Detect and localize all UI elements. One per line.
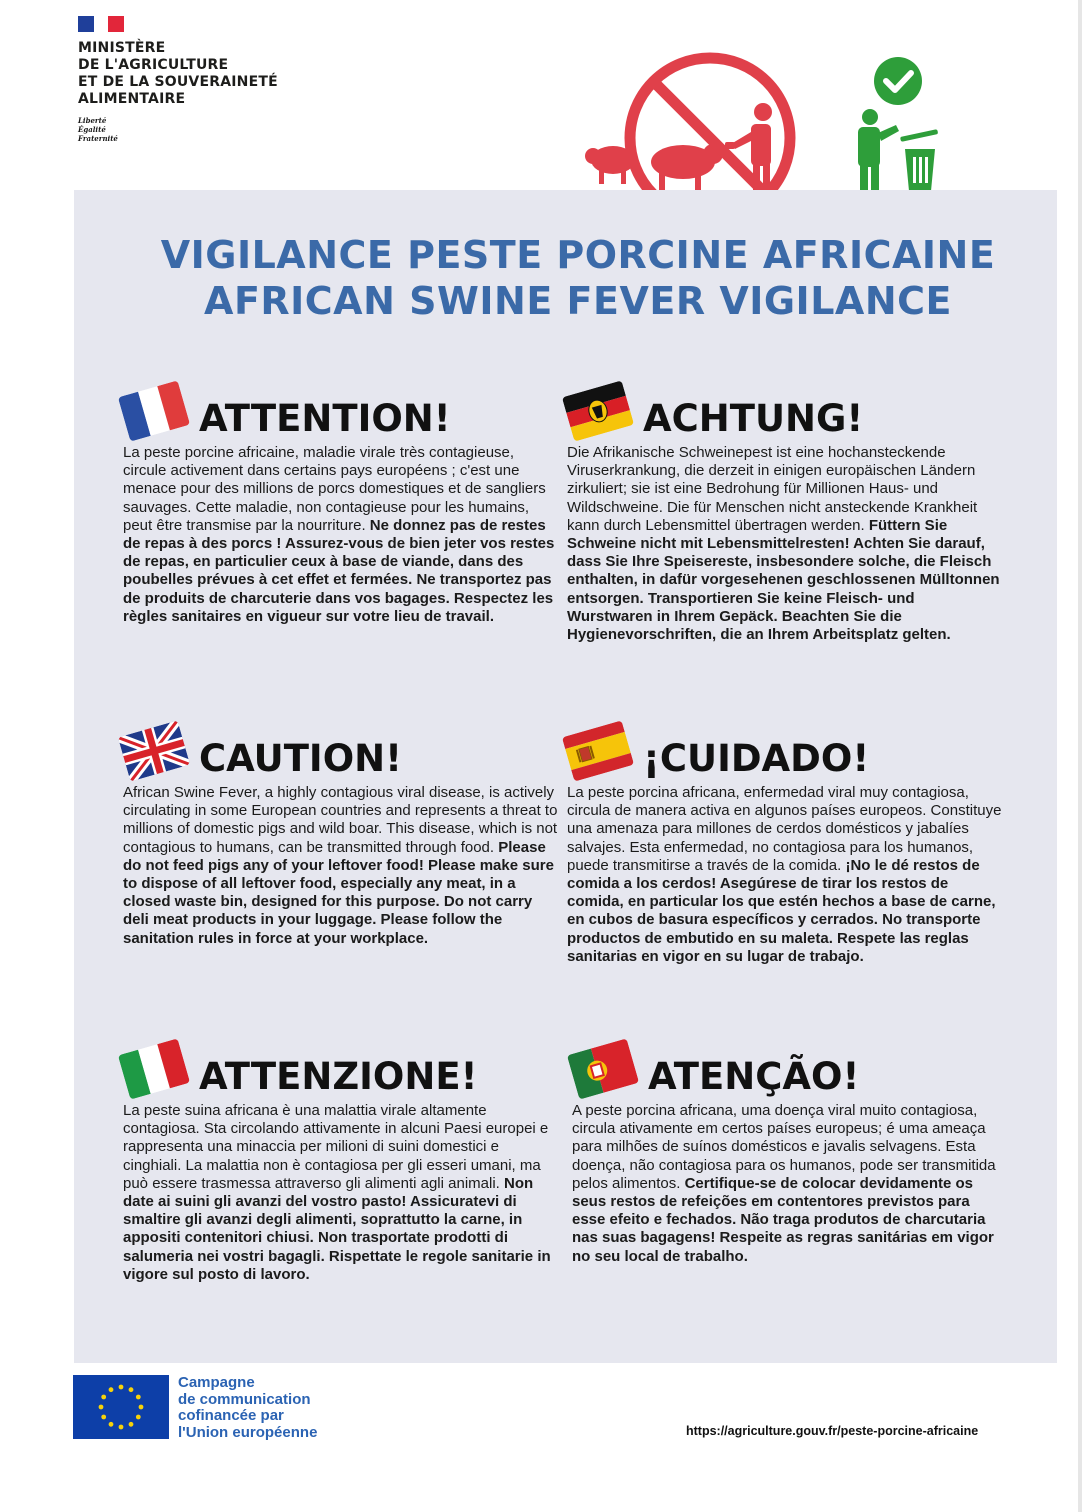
section-german [567, 388, 1007, 644]
spain-flag-icon [562, 720, 634, 781]
section-body [567, 784, 1002, 966]
eu-star [119, 1425, 124, 1430]
republic-motto [78, 116, 338, 143]
italy-flag-icon [118, 1038, 190, 1099]
eu-star [136, 1395, 141, 1400]
germany-flag-icon [562, 380, 634, 441]
motto-line: Liberté [78, 116, 107, 125]
section-italian [123, 1046, 563, 1284]
section-spanish [567, 728, 1007, 966]
section-instructions: Füttern Sie Schweine nicht mit Lebensmittelresten! Achten Sie darauf, dass Sie Ihre Speisereste, insbesondere solche, die Fleisch enthalten, in dafür vorgesehenen geschlossenen Mülltonnen entsorgen. Transportieren Sie keine Fleisch- und Wurstwaren in Ihrem Gepäck. Beachten Sie die Hygienevorschriften, die an Ihrem Arbeitsplatz gelten. [567, 516, 1000, 644]
eu-cofunding-note [178, 1375, 317, 1441]
section-body [123, 784, 558, 948]
section-french [123, 388, 563, 626]
ministry-name-line: ET DE LA SOUVERAINETÉ [78, 74, 278, 90]
section-heading: ATENÇÃO! [648, 1055, 860, 1098]
section-text: La peste porcina africana, enfermedad viral muy contagiosa, circula de manera activa en algunos países europeos. Constituye una amenaza para millones de cerdos domésticos y jabalíes salvajes. Esta enfermedad, no contagiosa para los humanos, puede transmitirse a través de la comida. [567, 784, 1002, 874]
section-text: African Swine Fever, a highly contagious viral disease, is actively circulating in some European countries and represents a threat to millions of domestic pigs and wild boar. This disease, which is not contagious to humans, can be transmitted through food. [123, 784, 558, 856]
section-text: La peste suina africana è una malattia virale altamente contagiosa. Sta circolando attivamente in alcuni Paesi europei e rappresenta una minaccia per milioni di suini domestici e cinghiali. La malattia non è contagiosa per gli esseri umani, ma può essere trasmessa attraverso gli alimenti agli animali. [123, 1102, 549, 1192]
section-instructions: Certifique-se de colocar devidamente os seus restos de refeições em contentores previstos para esse efeito e fechados. Não traga produtos de charcutaria nas suas bagagens! Respeite as regras sanitárias em vigor no seu local de trabalho. [572, 1174, 994, 1265]
eu-star [129, 1422, 134, 1427]
uk-flag-icon [118, 720, 190, 781]
section-text: Die Afrikanische Schweinepest ist eine hochansteckende Viruserkrankung, die derzeit in einigen europäischen Ländern zirkuliert; sie ist eine Bedrohung für Millionen Haus- und Wildschweine. Die für Menschen nicht ansteckende Krankheit kann durch Lebensmittel übertragen werden. [567, 444, 978, 534]
section-heading: CAUTION! [199, 737, 402, 780]
eu-star [119, 1385, 124, 1390]
eu-star [101, 1395, 106, 1400]
section-text: A peste porcina africana, uma doença viral muito contagiosa, circula ativamente em certos países europeus; é uma ameaça para milhões de suínos domésticos e javalis selvagens. Esta doença, não contagiosa para os humanos, pode ser transmitida pelos alimentos. [572, 1102, 996, 1192]
section-heading: ATTENZIONE! [199, 1055, 478, 1098]
section-instructions: Ne donnez pas de restes de repas à des porcs ! Assurez-vous de bien jeter vos restes de repas, en particulier ceux à base de viande, dans des poubelles prévues à cet effet et fermées. Ne transportez pas de produits de charcuterie dans vos bagages. Respectez les règles sanitaires en vigueur sur votre lieu de travail. [123, 516, 555, 625]
poster-title [74, 232, 1082, 324]
portugal-flag-icon [567, 1038, 639, 1099]
eu-text-line: Campagne [178, 1374, 255, 1391]
section-body [567, 444, 1002, 644]
section-heading: ACHTUNG! [643, 397, 864, 440]
france-flag-icon [118, 380, 190, 441]
section-body [572, 1102, 1007, 1266]
ministry-name-line: MINISTÈRE [78, 40, 166, 56]
marianne-flag-icon [78, 16, 124, 32]
eu-star [109, 1387, 114, 1392]
page-edge [1078, 0, 1082, 1512]
section-instructions: Please do not feed pigs any of your leftover food! Please make sure to dispose of all leftover food, especially any meat, in a closed waste bin, designed for this purpose. Do not carry deli meat products in your luggage. Please follow the sanitation rules in force at your workplace. [123, 838, 554, 947]
section-body [123, 1102, 558, 1284]
eu-star [99, 1405, 104, 1410]
section-instructions: ¡No le dé restos de comida a los cerdos! Asegúrese de tirar los restos de comida, en particular los que estén hechos a base de carne, en cubos de basura específicos y cerrados. No transporte productos de embutido en su maleta. Respete las reglas sanitarias en vigor en su lugar de trabajo. [567, 856, 996, 965]
ministry-logo [78, 16, 338, 143]
section-portuguese [572, 1046, 1012, 1266]
eu-text-line: cofinancée par [178, 1407, 284, 1424]
motto-line: Fraternité [78, 134, 118, 143]
motto-line: Égalité [78, 125, 106, 134]
ministry-name-line: ALIMENTAIRE [78, 91, 186, 107]
eu-star [136, 1415, 141, 1420]
section-heading: ATTENTION! [199, 397, 451, 440]
eu-text-line: l'Union européenne [178, 1423, 318, 1441]
dispose-in-bin-icon [850, 55, 945, 195]
ministry-name [78, 40, 338, 108]
eu-star [139, 1405, 144, 1410]
section-text: La peste porcine africaine, maladie virale très contagieuse, circule activement dans certains pays européens ; c'est une menace pour des millions de porcs domestiques et de sangliers sauvages. Cette maladie, non contagieuse pour les humains, peut être transmise par la nourriture. [123, 444, 546, 534]
eu-star [109, 1422, 114, 1427]
title-line-english: AFRICAN SWINE FEVER VIGILANCE [204, 279, 952, 323]
section-instructions: Non date ai suini gli avanzi del vostro pasto! Assicuratevi di smaltire gli avanzi degli alimenti, soprattutto la carne, in appositi contenitori chiusi. Non trasportate prodotti di salumeria nei vostri bagagli. Rispettate le regole sanitarie in vigore sul posto di lavoro. [123, 1174, 551, 1283]
section-heading: ¡CUIDADO! [643, 737, 870, 780]
eu-star [129, 1387, 134, 1392]
title-line-french: VIGILANCE PESTE PORCINE AFRICAINE [160, 233, 996, 277]
section-body [123, 444, 558, 626]
campaign-url[interactable]: https://agriculture.gouv.fr/peste-porcine-africaine [686, 1424, 979, 1438]
section-english [123, 728, 563, 948]
eu-flag-icon [73, 1375, 169, 1439]
eu-star [101, 1415, 106, 1420]
eu-text-line: de communication [178, 1390, 311, 1408]
ministry-name-line: DE L'AGRICULTURE [78, 57, 229, 73]
